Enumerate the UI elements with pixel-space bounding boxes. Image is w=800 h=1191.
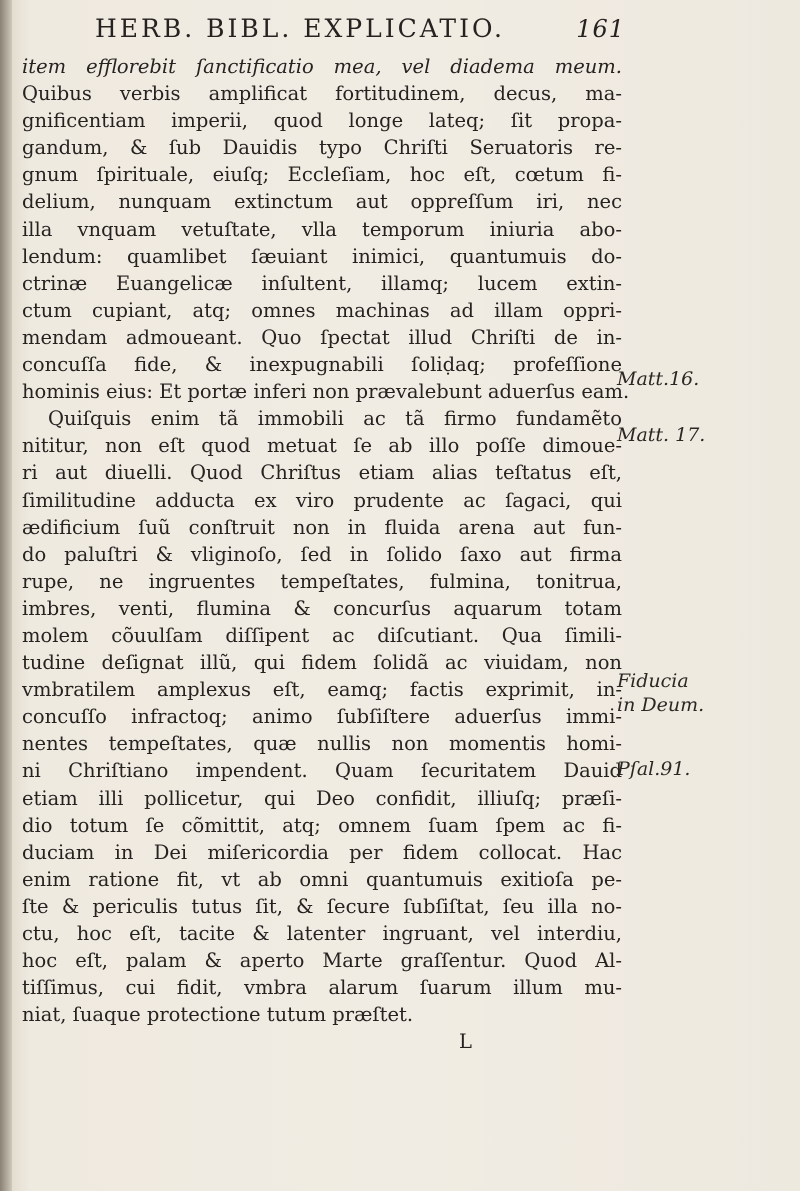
text-line: duciam in Dei miſericordia per fidem collocat. Hac (22, 840, 622, 864)
text-line: ædificium ſuũ conſtruit non in fluida arena aut fun- (22, 515, 622, 539)
text-line: gnum ſpirituale, eiuſq; Eccleſiam, hoc eſt, cœtum fi- (22, 163, 622, 187)
text-line: Quiſquis enim tã immobili ac tã firmo fundamẽto (48, 407, 622, 431)
text-line: Quibus verbis amplificat fortitudinem, decus, ma- (22, 82, 622, 106)
text-line: tiſſimus, cui fidit, vmbra alarum ſuarum illum mu- (22, 976, 622, 1000)
running-header (95, 14, 625, 43)
text-line: nititur, non eſt quod metuat ſe ab illo poſſe dimoue- (22, 434, 622, 458)
text-line: tudine deſignat illũ, qui fidem ſolidã ac viuidam, non (22, 651, 622, 675)
text-line: vmbratilem amplexus eſt, eamq; factis exprimit, in- (22, 678, 622, 702)
text-line: rupe, ne ingruentes tempeſtates, fulmina, tonitrua, (22, 569, 622, 593)
running-title: HERB. BIBL. EXPLICATIO. (95, 14, 505, 43)
margin-note-text: Matt.16. (617, 368, 700, 390)
text-line: gandum, & ſub Dauidis typo Chriſti Seruatoris re- (22, 136, 622, 160)
text-line: etiam illi pollicetur, qui Deo confidit, illiuſq; præſi- (22, 786, 622, 810)
text-line: item efflorebit ſanctificatio mea, vel diadema meum. (22, 55, 622, 78)
text-line: molem cõuulſam diſſipent ac diſcutiant. Qua ſimili- (22, 623, 622, 647)
margin-note-matt17 (617, 423, 797, 447)
text-line: concuſſa fide, & inexpugnabili ſoliḍaq; profeſſione (22, 353, 622, 377)
margin-note-text: Pſal.91. (617, 758, 691, 780)
text-line: hominis eius: Et portæ inferi non prævalebunt aduerſus eam. (22, 380, 630, 404)
page-number: 161 (576, 15, 625, 43)
text-line: illa vnquam vetuſtate, vlla temporum iniuria abo- (22, 217, 622, 241)
text-line: ni Chriſtiano impendent. Quam ſecuritatem Dauid (22, 759, 622, 783)
margin-note-text: Matt. 17. (617, 424, 706, 446)
text-line: imbres, venti, flumina & concurſus aquarum totam (22, 596, 622, 620)
text-line: nentes tempeſtates, quæ nullis non momentis homi- (22, 732, 622, 756)
text-line: ctum cupiant, atq; omnes machinas ad illam oppri- (22, 298, 622, 322)
text-line: gnificentiam imperii, quod longe lateq; ſit propa- (22, 109, 622, 133)
text-line: ctu, hoc eſt, tacite & latenter ingruant, vel interdiu, (22, 922, 622, 945)
margin-note-text: in Deum. (617, 694, 705, 716)
text-line: dio totum ſe cõmittit, atq; omnem ſuam ſpem ac fi- (22, 813, 622, 837)
margin-note-fiducia (617, 669, 797, 717)
text-line: ctrinæ Euangelicæ inſultent, illamq; lucem extin- (22, 271, 622, 295)
text-line: concuſſo infractoq; animo ſubſiſtere aduerſus immi- (22, 705, 622, 729)
text-line: lendum: quamlibet ſæuiant inimici, quantumuis do- (22, 244, 622, 268)
text-line: mendam admoueant. Quo ſpectat illud Chriſti de in- (22, 325, 622, 349)
margin-note-matt16 (617, 367, 797, 391)
text-line: ri aut diuelli. Quod Chriſtus etiam alias teſtatus eſt, (22, 461, 622, 485)
body-text (22, 53, 630, 1055)
catchword: L (459, 1030, 472, 1054)
text-line: hoc eſt, palam & aperto Marte graſſentur. Quod Al- (22, 949, 622, 973)
text-line: delium, nunquam extinctum aut oppreſſum iri, nec (22, 190, 622, 214)
text-line: do paluſtri & vliginoſo, ſed in ſolido ſaxo aut firma (22, 542, 622, 566)
margin-note-text: Fiducia (617, 670, 689, 692)
text-line: ſimilitudine adducta ex viro prudente ac ſagaci, qui (22, 488, 622, 512)
page-gutter (0, 0, 12, 1191)
text-line: niat, ſuaque protectione tutum præſtet. (22, 1003, 414, 1027)
margin-note-psal91 (617, 757, 797, 781)
text-line: enim ratione fit, vt ab omni quantumuis exitioſa pe- (22, 867, 622, 891)
text-line: ſte & periculis tutus ſit, & ſecure ſubſiſtat, ſeu illa no- (22, 894, 622, 918)
